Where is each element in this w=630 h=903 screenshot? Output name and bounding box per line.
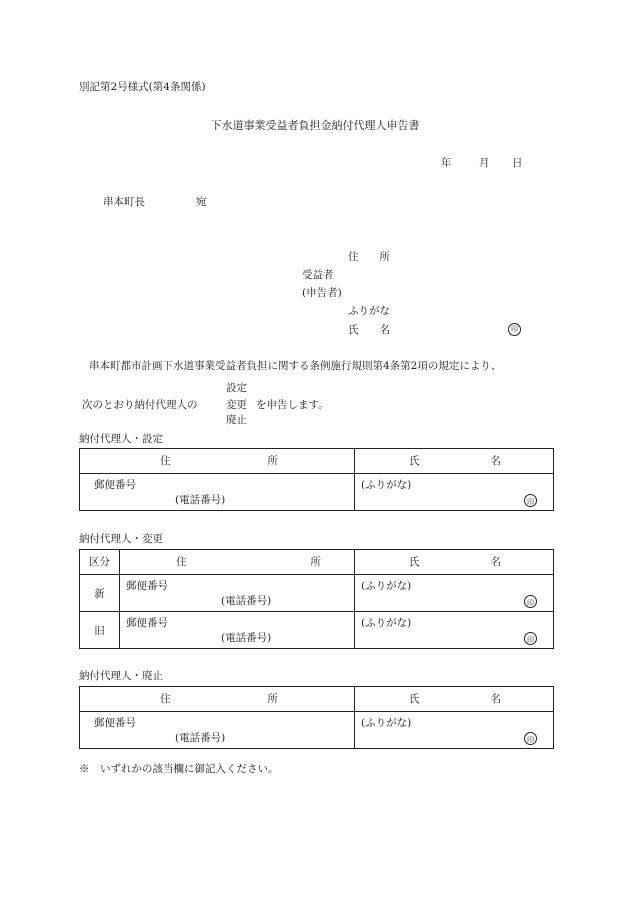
header-name-char-2: 名 xyxy=(490,556,501,568)
row-new-label: 新 xyxy=(94,587,105,600)
applicant-address-label: 住 所 xyxy=(348,251,390,263)
phone-number-label: (電話番号) xyxy=(221,595,272,607)
header-name-char-2: 名 xyxy=(490,455,501,467)
header-address-char-1: 住 xyxy=(176,556,187,568)
date-day-label: 日 xyxy=(512,157,523,169)
footer-note: ※ いずれかの該当欄に御記入ください。 xyxy=(79,763,279,775)
header-address xyxy=(80,449,355,474)
option-setting: 設定 xyxy=(226,382,247,394)
postal-code-label: 郵便番号 xyxy=(126,580,168,592)
name-cell[interactable] xyxy=(355,474,554,511)
header-address-char-2: 所 xyxy=(267,693,278,705)
furigana-label: (ふりがな) xyxy=(361,580,412,592)
header-name-char-1: 氏 xyxy=(409,455,420,467)
header-address xyxy=(80,687,355,712)
header-name xyxy=(355,449,554,474)
document-title: 下水道事業受益者負担金納付代理人申告書 xyxy=(210,119,420,132)
row-old-label: 旧 xyxy=(94,624,105,637)
regulation-paragraph: 串本町都市計画下水道事業受益者負担に関する条例施行規則第4条第2項の規定により、 xyxy=(89,360,502,372)
phone-number-label: (電話番号) xyxy=(221,632,272,644)
name-cell[interactable] xyxy=(355,712,554,749)
postal-code-label: 郵便番号 xyxy=(126,617,168,629)
header-address-char-2: 所 xyxy=(267,455,278,467)
address-cell-old[interactable] xyxy=(120,612,355,649)
header-category-label: 区分 xyxy=(89,556,110,568)
section-title-change: 納付代理人・変更 xyxy=(79,533,163,545)
header-name-char-1: 氏 xyxy=(409,693,420,705)
declaration-suffix: を申告します。 xyxy=(256,399,329,411)
phone-number-label: (電話番号) xyxy=(175,732,226,744)
postal-code-label: 郵便番号 xyxy=(94,717,136,729)
address-cell[interactable] xyxy=(80,474,355,511)
change-table xyxy=(79,549,554,649)
addressee-honorific: 宛 xyxy=(196,196,207,208)
header-address-char-1: 住 xyxy=(160,455,171,467)
seal-icon: 印 xyxy=(524,494,537,507)
section-title-abolish: 納付代理人・廃止 xyxy=(79,670,163,682)
date-month-label: 月 xyxy=(479,157,490,169)
seal-icon: 印 xyxy=(524,595,537,608)
phone-number-label: (電話番号) xyxy=(175,494,226,506)
header-name xyxy=(355,550,554,575)
declaration-prefix: 次のとおり納付代理人の xyxy=(82,399,198,411)
name-cell-old[interactable] xyxy=(355,612,554,649)
furigana-label: (ふりがな) xyxy=(361,479,412,491)
form-number-label: 別記第2号様式(第4条関係) xyxy=(79,81,206,93)
applicant-role-label: 受益者 xyxy=(302,269,334,281)
name-cell-new[interactable] xyxy=(355,575,554,612)
address-cell[interactable] xyxy=(80,712,355,749)
header-name-char-2: 名 xyxy=(490,693,501,705)
furigana-label: (ふりがな) xyxy=(361,617,412,629)
option-change: 変更 xyxy=(226,399,247,411)
addressee: 串本町長 xyxy=(103,196,145,208)
postal-code-label: 郵便番号 xyxy=(94,479,136,491)
header-name-char-1: 氏 xyxy=(409,556,420,568)
address-cell-new[interactable] xyxy=(120,575,355,612)
row-label-old xyxy=(80,612,120,649)
seal-icon: 印 xyxy=(524,632,537,645)
applicant-name-label: 氏 名 xyxy=(348,324,390,336)
header-name xyxy=(355,687,554,712)
applicant-furigana-label: ふりがな xyxy=(348,305,390,317)
header-address xyxy=(120,550,355,575)
applicant-role-sub-label: (申告者) xyxy=(302,287,342,299)
option-abolish: 廃止 xyxy=(226,414,247,426)
date-year-label: 年 xyxy=(441,157,452,169)
abolish-table xyxy=(79,686,554,749)
section-title-setting: 納付代理人・設定 xyxy=(79,433,163,445)
seal-icon: 印 xyxy=(524,732,537,745)
furigana-label: (ふりがな) xyxy=(361,717,412,729)
header-category xyxy=(80,550,120,575)
header-address-char-1: 住 xyxy=(160,693,171,705)
header-address-char-2: 所 xyxy=(310,556,321,568)
row-label-new xyxy=(80,575,120,612)
seal-icon: 印 xyxy=(508,323,521,336)
setting-table xyxy=(79,448,554,511)
